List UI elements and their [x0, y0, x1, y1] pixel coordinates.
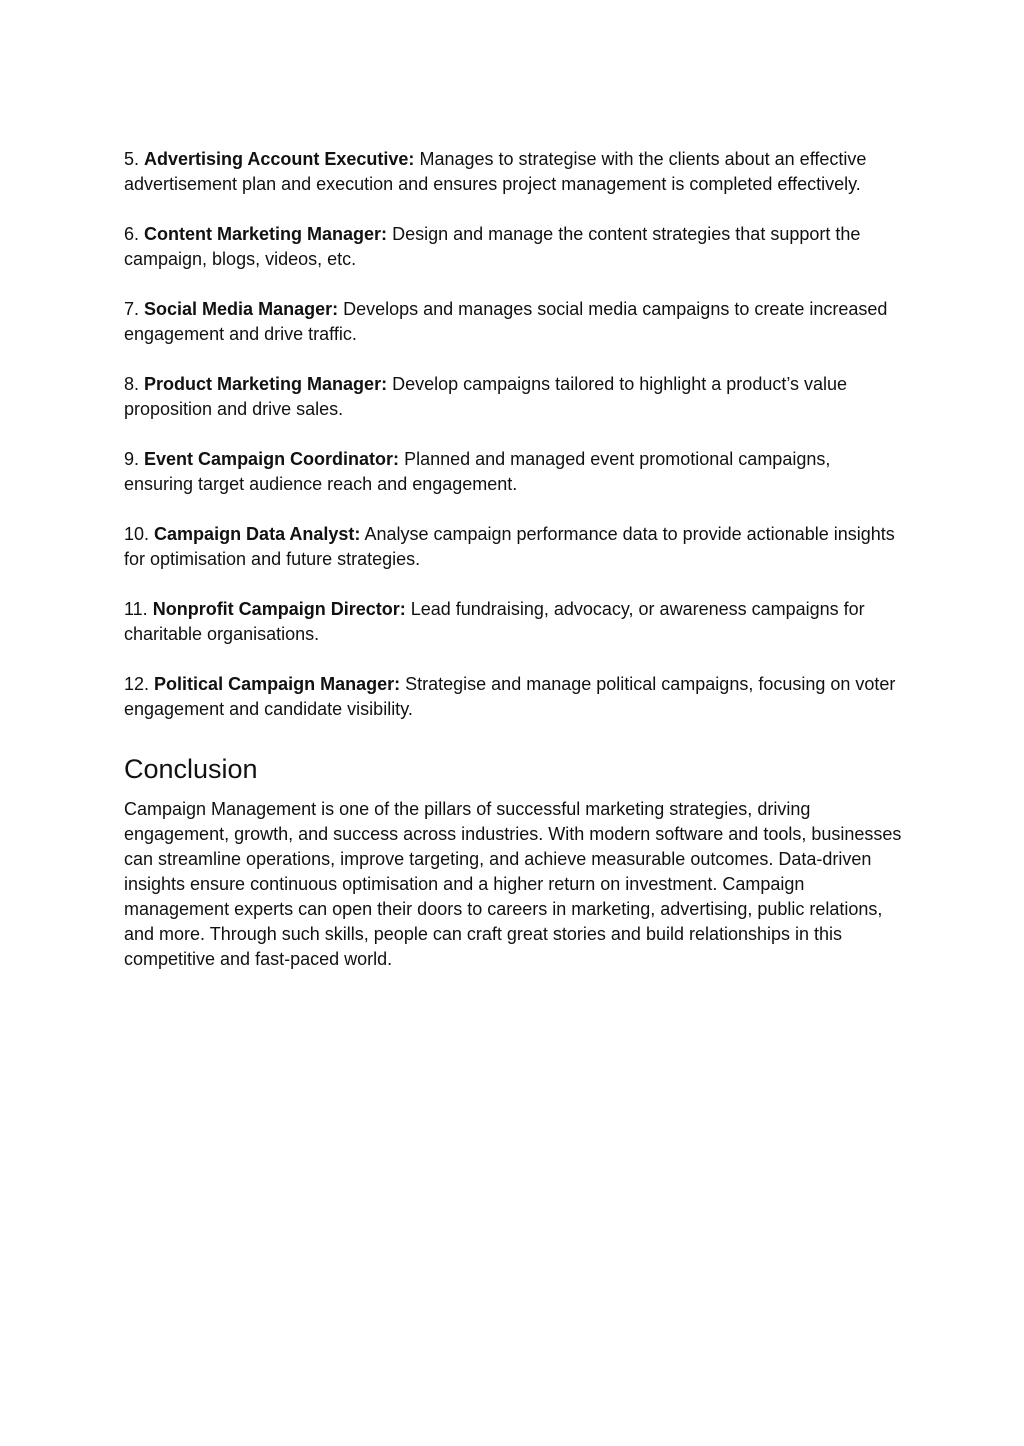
role-title: Advertising Account Executive: [144, 149, 415, 169]
list-item-role [124, 297, 904, 347]
conclusion-paragraph: Campaign Management is one of the pillars of successful marketing strategies, driving engagement, growth, and success across industries. With modern software and tools, businesses can streamline operations, improve targeting, and achieve measurable outcomes. Data-driven insights ensure continuous optimisation and a higher return on investment. Campaign management experts can open their doors to careers in marketing, advertising, public relations, and more. Through such skills, people can craft great stories and build relationships in this competitive and fast-paced world. [124, 799, 902, 969]
role-description: Design and manage the content strategies that support the campaign, blogs, videos, etc. [124, 224, 861, 269]
role-title: Campaign Data Analyst: [154, 524, 361, 544]
list-item-role [124, 522, 904, 572]
list-item-role [124, 672, 904, 722]
item-number: 6. [124, 224, 140, 244]
item-number: 8. [124, 374, 140, 394]
document-page [124, 147, 904, 972]
item-number: 9. [124, 449, 140, 469]
role-title: Content Marketing Manager: [144, 224, 388, 244]
role-title: Product Marketing Manager: [144, 374, 388, 394]
role-description: Manages to strategise with the clients about an effective advertisement plan and execution and ensures project management is completed effectively. [124, 149, 867, 194]
role-title: Social Media Manager: [144, 299, 339, 319]
list-item-role [124, 597, 904, 647]
list-item-role [124, 372, 904, 422]
role-title: Political Campaign Manager: [154, 674, 401, 694]
role-description: Develops and manages social media campaigns to create increased engagement and drive traffic. [124, 299, 888, 344]
item-number: 7. [124, 299, 140, 319]
role-description: Planned and managed event promotional campaigns, ensuring target audience reach and engagement. [124, 449, 831, 494]
role-description: Strategise and manage political campaigns, focusing on voter engagement and candidate visibility. [124, 674, 896, 719]
conclusion-heading: Conclusion [124, 754, 258, 784]
item-number: 5. [124, 149, 140, 169]
role-description: Lead fundraising, advocacy, or awareness campaigns for charitable organisations. [124, 599, 865, 644]
role-description: Develop campaigns tailored to highlight a product’s value proposition and drive sales. [124, 374, 848, 419]
list-item-role [124, 222, 904, 272]
role-title: Nonprofit Campaign Director: [152, 599, 406, 619]
role-title: Event Campaign Coordinator: [144, 449, 400, 469]
role-description: Analyse campaign performance data to provide actionable insights for optimisation and future strategies. [124, 524, 895, 569]
item-number: 11. [124, 599, 148, 619]
item-number: 10. [124, 524, 150, 544]
item-number: 12. [124, 674, 150, 694]
list-item-role [124, 447, 904, 497]
list-item-role [124, 147, 904, 197]
